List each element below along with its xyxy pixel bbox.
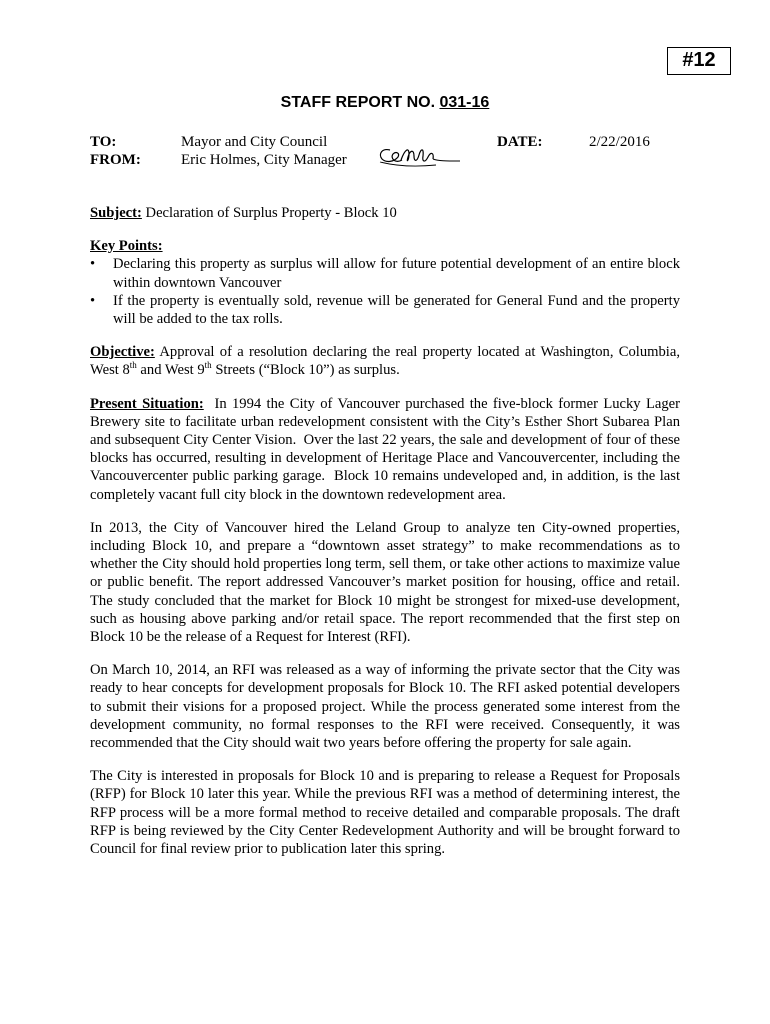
objective-label: Objective: bbox=[90, 344, 155, 361]
bullet-icon: • bbox=[90, 256, 96, 273]
objective-text-1: Approval of a resolution declaring the real property located at Washington, Columbia, West 8 bbox=[90, 344, 680, 379]
list-item bbox=[90, 255, 680, 291]
report-title-prefix: STAFF REPORT NO. bbox=[280, 94, 440, 111]
to-label: TO: bbox=[90, 134, 117, 150]
key-point-text: If the property is eventually sold, revenue will be generated for General Fund and the property will be added to the tax rolls. bbox=[113, 292, 680, 328]
key-points-section bbox=[90, 237, 680, 328]
present-situation-label: Present Situation: bbox=[90, 395, 204, 412]
objective-sup-1: th bbox=[129, 360, 137, 371]
key-point-text: Declaring this property as surplus will allow for future potential development of an entire block within downtown Vancouver bbox=[113, 256, 680, 291]
from-label: FROM: bbox=[90, 152, 141, 168]
objective-paragraph bbox=[90, 343, 680, 379]
objective-text-3: Streets (“Block 10”) as surplus. bbox=[211, 362, 400, 379]
from-value: Eric Holmes, City Manager bbox=[181, 152, 347, 168]
date-value: 2/22/2016 bbox=[589, 134, 650, 150]
key-points-label: Key Points: bbox=[90, 238, 163, 255]
subject-text: Declaration of Surplus Property - Block 10 bbox=[141, 205, 397, 221]
report-title bbox=[0, 94, 770, 112]
agenda-item-number: #12 bbox=[667, 47, 731, 75]
objective-sup-2: th bbox=[204, 360, 212, 371]
body-paragraph-rfi: On March 10, 2014, an RFI was released as a way of informing the private sector that the City was ready to hear concepts for development proposals for Block 10. The RFI asked potential developers to submit their visions for a proposed project. While the process generated some interest from the development community, no formal responses to the RFI were received. Consequently, it was recommended that the City should wait two years before offering the property for sale again. bbox=[90, 662, 680, 752]
report-body bbox=[90, 204, 684, 873]
key-points-list bbox=[90, 255, 680, 328]
subject-line bbox=[90, 204, 680, 222]
body-paragraph-rfp: The City is interested in proposals for Block 10 and is preparing to release a Request for Proposals (RFP) for Block 10 later this year. While the previous RFI was a method of determining interest, the RFP process will be a more formal method to receive detailed and comparable proposals. The draft RFP is being reviewed by the City Center Redevelopment Authority and will be brought forward to Council for final review prior to publication later this spring. bbox=[90, 768, 680, 858]
present-situation-paragraph bbox=[90, 395, 684, 504]
signature-image bbox=[376, 140, 462, 172]
subject-label: Subject: bbox=[90, 205, 142, 221]
to-value: Mayor and City Council bbox=[181, 134, 328, 150]
report-number: 031-16 bbox=[439, 94, 490, 111]
bullet-icon: • bbox=[90, 292, 96, 309]
list-item bbox=[90, 292, 680, 328]
present-situation-text: In 1994 the City of Vancouver purchased the five-block former Lucky Lager Brewery site to facilitate urban redevelopment consistent with the City’s Esther Short Subarea Plan and subsequent City Center Vision. Over the last 22 years, the sale and development of four of these blocks has occurred, resulting in development of Heritage Place and Vancouvercenter, including the Vancouvercenter public parking garage. Block 10 remains undeveloped and, in addition, is the last completely vacant full city block in the downtown redevelopment area. bbox=[90, 395, 684, 503]
date-label: DATE: bbox=[497, 134, 543, 150]
objective-text-2: and West 9 bbox=[136, 362, 205, 379]
body-paragraph-leland: In 2013, the City of Vancouver hired the Leland Group to analyze ten City-owned properties, including Block 10, and prepare a “downtown asset strategy” to make recommendations as to whether the City should hold properties long term, sell them, or take other actions to maximize value or public benefit. The report addressed Vancouver’s market position for housing, office and retail. The study concluded that the market for Block 10 might be strongest for mixed-use development, such as housing above parking and/or retail space. The report recommended that the first step on Block 10 be the release of a Request for Interest (RFI). bbox=[90, 519, 680, 646]
